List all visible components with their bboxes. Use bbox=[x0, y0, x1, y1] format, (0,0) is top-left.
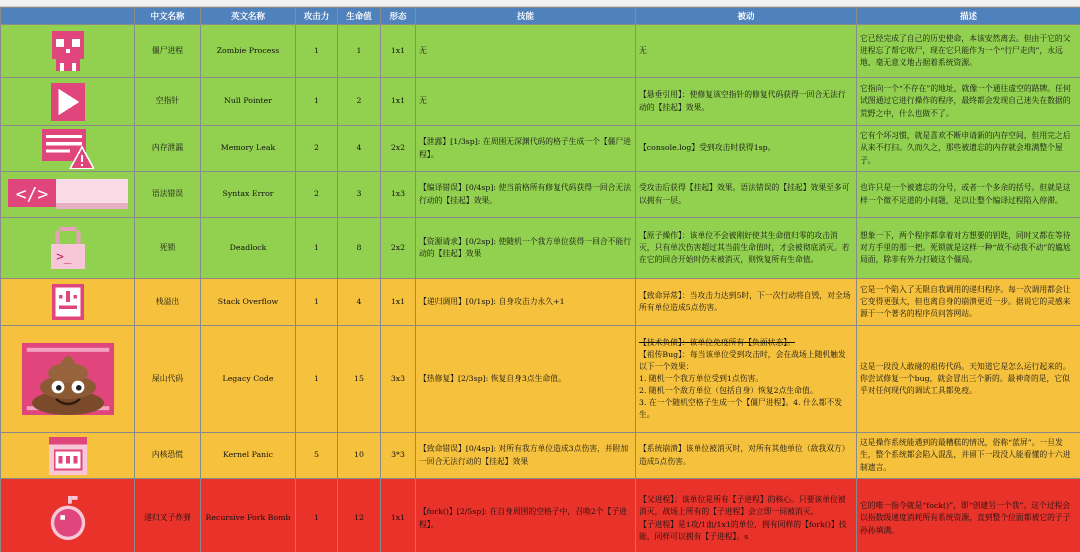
cell-cn: 栈溢出 bbox=[135, 279, 201, 326]
cell-desc: 也许只是一个被遗忘的分号，或者一个多余的括号。但就是这样一个微不足道的小问题，足以让整个编译过程陷入停滞。 bbox=[857, 172, 1080, 218]
table-row bbox=[1, 25, 1080, 78]
header-skill: 技能 bbox=[416, 8, 636, 25]
cell-desc: 这是一段没人敢碰的祖传代码。天知道它是怎么运行起来的。你尝试修复一个bug，就会冒出三个新的。最神奇的是，它似乎对任何现代的调试工具都免疫。 bbox=[857, 326, 1080, 433]
poop-icon bbox=[1, 326, 135, 433]
cell-hp: 2 bbox=[338, 78, 381, 126]
cell-hp: 12 bbox=[338, 479, 381, 552]
cell-desc: 它有个坏习惯，就是喜欢不断申请新的内存空间，但用完之后从来不打扫。久而久之，那些被遗忘的内存就会堆满整个屋子。 bbox=[857, 126, 1080, 172]
cell-passive: 【致命异常】：当攻击力达到5时，下一次行动将自毁，对全场所有单位造成5点伤害。 bbox=[636, 279, 857, 326]
cell-desc: 它是一个陷入了无限自我调用的递归程序。每一次调用都会让它变得更强大，但也离自身的崩溃更近一步。据说它的灵感来源于一个著名的程序员问答网站。 bbox=[857, 279, 1080, 326]
cell-atk: 2 bbox=[296, 172, 338, 218]
svg-text:>_: >_ bbox=[55, 248, 71, 264]
cell-desc: 这是操作系统能遇到的最糟糕的情况，俗称“蓝屏”。一旦发生，整个系统都会陷入混乱，并留下一段没人能看懂的十六进制遗言。 bbox=[857, 433, 1080, 479]
cell-en: Kernel Panic bbox=[201, 433, 296, 479]
cell-passive: 【悬垂引用】：使修复该空指针的修复代码获得一回合无法行动的【挂起】效果。 bbox=[636, 78, 857, 126]
bomb-icon bbox=[1, 479, 135, 552]
cell-atk: 1 bbox=[296, 78, 338, 126]
cell-hp: 8 bbox=[338, 218, 381, 279]
cell-desc: 想象一下，两个程序都拿着对方想要的钥匙，同时又都在等待对方手里的那一把。死锁就是这样一种“故不动我不动”的尴尬局面，除非有外力打破这个僵局。 bbox=[857, 218, 1080, 279]
cell-shape: 3x3 bbox=[381, 326, 416, 433]
code-tag-icon bbox=[1, 172, 135, 218]
cell-passive: 【技术负债】：该单位免疫所有【负面状态】。 【祖传Bug】：每当该单位受到攻击时，会在战场上随机触发以下一个效果： 1. 随机一个我方单位受到1点伤害。 2. 随机一个敌方单位（包括自身）恢复2点生命值。 3. 在一个随机空格子生成一个【僵尸进程】。4. 什么都不发生。 bbox=[636, 326, 857, 433]
cell-desc: 它已经完成了自己的历史使命，本该安然离去。但由于它的父进程忘了帮它收尸，现在它只能作为一个“行尸走肉”，永远地、毫无意义地占据着系统资源。 bbox=[857, 25, 1080, 78]
cell-en: Syntax Error bbox=[201, 172, 296, 218]
table-row bbox=[1, 78, 1080, 126]
cell-en: Stack Overflow bbox=[201, 279, 296, 326]
struck-passive: 【技术负债】：该单位免疫所有【负面状态】。 bbox=[639, 337, 795, 347]
cell-cn: 僵尸进程 bbox=[135, 25, 201, 78]
cell-en: Null Pointer bbox=[201, 78, 296, 126]
cell-passive: 受攻击后获得【挂起】效果。语法错误的【挂起】效果至多可以拥有一层。 bbox=[636, 172, 857, 218]
cell-skill: 【资源请求】[0/2sp]: 使随机一个我方单位获得一回合不能行动的【挂起】效果 bbox=[416, 218, 636, 279]
cell-atk: 5 bbox=[296, 433, 338, 479]
table-row bbox=[1, 172, 1080, 218]
cell-cn: 递归叉子炸弹 bbox=[135, 479, 201, 552]
stack-face-icon bbox=[1, 279, 135, 326]
cell-atk: 1 bbox=[296, 279, 338, 326]
cell-en: Recursive Fork Bomb bbox=[201, 479, 296, 552]
memory-warning-icon bbox=[1, 126, 135, 172]
header-row bbox=[1, 8, 1080, 25]
cell-passive: 【父进程】：该单位是所有【子进程】的核心。只要该单位被消灭，战场上所有的【子进程】会立即一同被消灭。 【子进程】是1攻/1血/1x1的单位，拥有同样的【fork()】技能，同样可以拥有【子进程】。s bbox=[636, 479, 857, 552]
cell-passive: 无 bbox=[636, 25, 857, 78]
cell-cn: 内核恐慌 bbox=[135, 433, 201, 479]
table-row bbox=[1, 279, 1080, 326]
cell-passive: 【console.log】受到攻击时获得1sp。 bbox=[636, 126, 857, 172]
cell-skill: 【热修复】[2/3sp]: 恢复自身3点生命值。 bbox=[416, 326, 636, 433]
cell-skill: 无 bbox=[416, 25, 636, 78]
cell-hp: 4 bbox=[338, 126, 381, 172]
cell-skill: 【编译错误】[0/4sp]: 使当前格所有修复代码获得一回合无法行动的【挂起】效果。 bbox=[416, 172, 636, 218]
cell-shape: 1x1 bbox=[381, 279, 416, 326]
cell-cn: 语法错误 bbox=[135, 172, 201, 218]
cell-desc: 它指向一个“不存在”的地址，就像一个通往虚空的路牌。任何试图通过它进行操作的程序，最终都会发现自己迷失在数据的荒野之中，什么也做不了。 bbox=[857, 78, 1080, 126]
table-row bbox=[1, 326, 1080, 433]
cell-shape: 2x2 bbox=[381, 218, 416, 279]
cell-skill: 【致命错误】[0/4sp]: 对所有我方单位造成3点伤害，并附加一回合无法行动的【挂起】效果 bbox=[416, 433, 636, 479]
cell-hp: 15 bbox=[338, 326, 381, 433]
cell-shape: 1x1 bbox=[381, 25, 416, 78]
cell-skill: 【fork()】[2/5sp]: 在自身周围的空格子中，召唤2个【子进程】。 bbox=[416, 479, 636, 552]
header-passive: 被动 bbox=[636, 8, 857, 25]
cell-hp: 10 bbox=[338, 433, 381, 479]
header-cn: 中文名称 bbox=[135, 8, 201, 25]
table-row bbox=[1, 433, 1080, 479]
skull-icon bbox=[1, 25, 135, 78]
header-shape: 形态 bbox=[381, 8, 416, 25]
table-row bbox=[1, 126, 1080, 172]
cell-en: Zombie Process bbox=[201, 25, 296, 78]
cell-skill: 【泄露】[1/3sp]: 在周围无深渊代码的格子生成一个【僵尸进程】。 bbox=[416, 126, 636, 172]
cell-cn: 内存泄漏 bbox=[135, 126, 201, 172]
cell-atk: 1 bbox=[296, 218, 338, 279]
cell-hp: 4 bbox=[338, 279, 381, 326]
cell-cn: 死锁 bbox=[135, 218, 201, 279]
table-row bbox=[1, 218, 1080, 279]
cell-en: Memory Leak bbox=[201, 126, 296, 172]
cell-atk: 1 bbox=[296, 479, 338, 552]
svg-text:</>: </> bbox=[15, 183, 48, 205]
header-desc: 描述 bbox=[857, 8, 1080, 25]
cell-shape: 1x1 bbox=[381, 479, 416, 552]
table-row bbox=[1, 479, 1080, 552]
lock-terminal-icon bbox=[1, 218, 135, 279]
header-en: 英文名称 bbox=[201, 8, 296, 25]
cell-atk: 2 bbox=[296, 126, 338, 172]
cell-cn: 屎山代码 bbox=[135, 326, 201, 433]
cell-shape: 1x3 bbox=[381, 172, 416, 218]
header-atk: 攻击力 bbox=[296, 8, 338, 25]
cell-hp: 1 bbox=[338, 25, 381, 78]
cell-en: Deadlock bbox=[201, 218, 296, 279]
cell-shape: 2x2 bbox=[381, 126, 416, 172]
cell-skill: 【递归调用】[0/1sp]: 自身攻击力永久+1 bbox=[416, 279, 636, 326]
cell-skill: 无 bbox=[416, 78, 636, 126]
panic-window-icon bbox=[1, 433, 135, 479]
cell-passive: 【系统崩溃】该单位被消灭时，对所有其他单位（敌我双方）造成5点伤害。 bbox=[636, 433, 857, 479]
cell-atk: 1 bbox=[296, 25, 338, 78]
cell-shape: 1x1 bbox=[381, 78, 416, 126]
cell-en: Legacy Code bbox=[201, 326, 296, 433]
cell-passive: 【原子操作】：该单位不会被刚好使其生命值归零的攻击消灭，只有单次伤害超过其当前生命值时，才会被彻底消灭。若在它的回合开始时仍未被消灭，则恢复所有生命值。 bbox=[636, 218, 857, 279]
top-scroll-strip bbox=[0, 0, 1080, 7]
unit-table bbox=[0, 7, 1080, 552]
cell-atk: 1 bbox=[296, 326, 338, 433]
cell-hp: 3 bbox=[338, 172, 381, 218]
cell-shape: 3*3 bbox=[381, 433, 416, 479]
pointer-icon bbox=[1, 78, 135, 126]
cell-cn: 空指针 bbox=[135, 78, 201, 126]
header-icon bbox=[1, 8, 135, 25]
header-hp: 生命值 bbox=[338, 8, 381, 25]
cell-desc: 它的唯一指令就是“fock()”，即“创建另一个我”。这个过程会以指数级速度消耗所有系统资源，直到整个位面都被它的子子孙孙填满。 bbox=[857, 479, 1080, 552]
